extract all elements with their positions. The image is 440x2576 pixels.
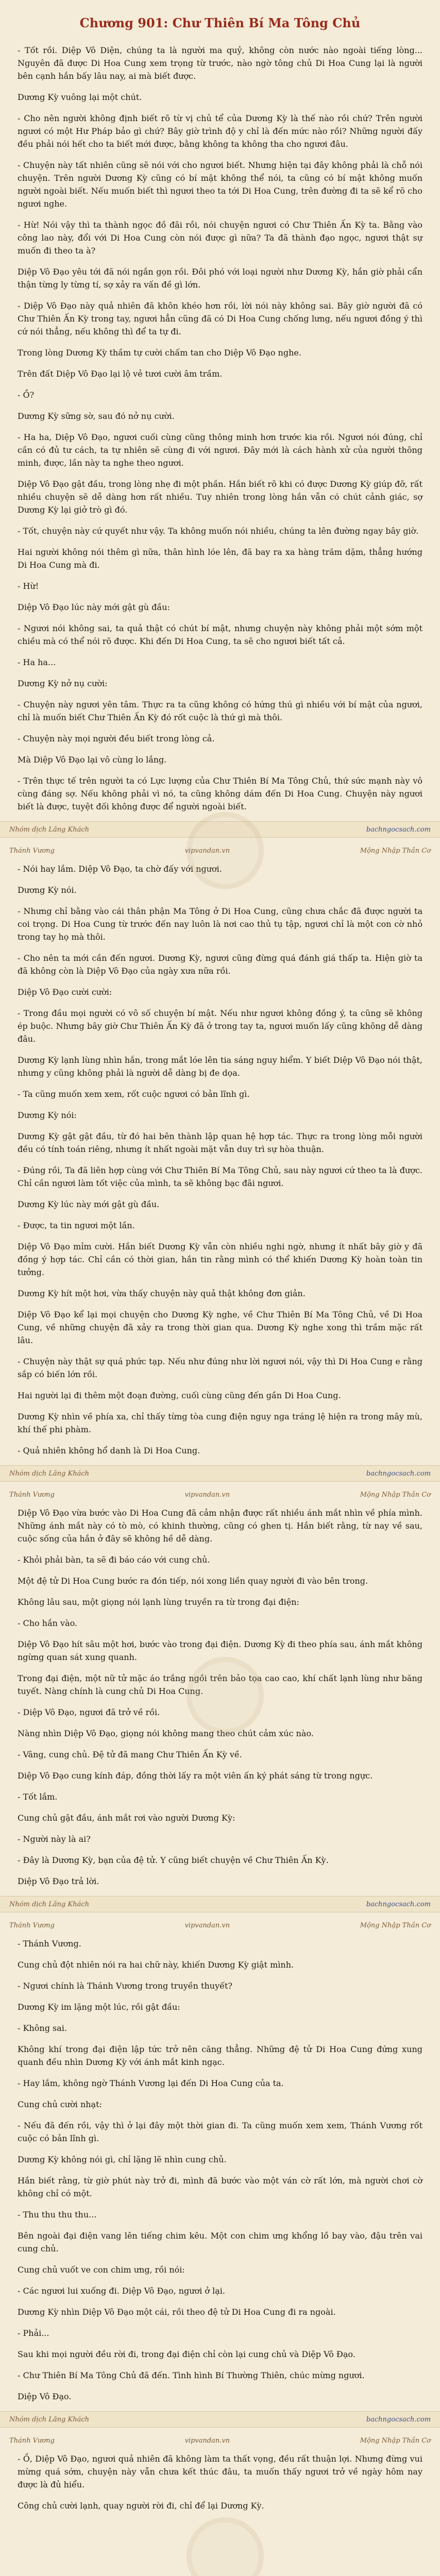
text-segment	[0, 44, 440, 813]
paragraph: Dương Kỳ nhìn về phía xa, chỉ thấy từng tòa cung điện nguy nga tráng lệ hiện ra trong mây mù, khí thế phi phàm.	[18, 1412, 422, 1435]
footer-group-name: Nhóm dịch Lãng Khách	[9, 2415, 89, 2424]
paragraph: Dương Kỳ lúc này mới gật gù đầu.	[18, 1199, 160, 1210]
paragraph: Diệp Vô Đạo lúc này mới gật gù đầu:	[18, 602, 170, 613]
paragraph: Dương Kỳ không nói gì, chỉ lặng lẽ nhìn cung chủ.	[18, 2155, 227, 2165]
paragraph: Công chủ cười lạnh, quay người rời đi, chỉ để lại Dương Kỳ.	[18, 2501, 264, 2511]
paragraph: - Cho hắn vào.	[18, 1618, 78, 1629]
page-footer	[0, 1465, 440, 1482]
paragraph: - Tốt, chuyện này cứ quyết như vậy. Ta không muốn nói nhiều, chúng ta lên đường ngay bây giờ.	[18, 526, 419, 536]
paragraph: - Ha ha...	[18, 657, 56, 668]
footer-group-name: Nhóm dịch Lãng Khách	[9, 1469, 89, 1478]
paragraph: - Diệp Vô Đạo, ngươi đã trở về rồi.	[18, 1707, 160, 1718]
header-site[interactable]: vipvandan.vn	[184, 846, 230, 855]
paragraph: - Trong đầu mọi người có vô số chuyện bí mật. Nếu như ngươi không đồng ý, ta cũng sẽ không ép buộc. Nhưng bây giờ Chư Thiên Ấn Kỳ đã ở trong tay ta, ngươi muốn lấy cũng không dễ dàng đâu.	[18, 1008, 422, 1044]
paragraph: Dương Kỳ nở nụ cười:	[18, 679, 108, 689]
chapter-title: Chương 901: Chư Thiên Bí Ma Tông Chủ	[79, 15, 361, 31]
paragraph: Không khí trong đại điện lập tức trở nên căng thẳng. Những đệ tử Di Hoa Cung đứng xung quanh đều nhìn Dương Kỳ với ánh mắt kinh ngạc.	[18, 2044, 422, 2067]
paragraph: Trong lòng Dương Kỳ thầm tự cười chấm tan cho Diệp Vô Đạo nghe.	[18, 348, 301, 358]
paragraph: Diệp Vô Đạo trả lời.	[18, 1876, 99, 1887]
paragraph: Cung chủ vuốt ve con chim ưng, rồi nói:	[18, 2265, 185, 2275]
paragraph: Hai người không nói thêm gì nữa, thân hình lóe lên, đã bay ra xa hàng trăm dặm, thẳng hướng Di Hoa Cung mà đi.	[18, 547, 422, 570]
paragraph: Cung chủ gật đầu, ánh mắt rơi vào người Dương Kỳ:	[18, 1813, 235, 1823]
page-header	[0, 1488, 440, 1501]
paragraph: - Tốt lắm.	[18, 1792, 58, 1802]
paragraph: Hai người lại đi thêm một đoạn đường, cuối cùng cũng đến gần Di Hoa Cung.	[18, 1391, 341, 1401]
paragraph: - Hừ! Nói vậy thì ta thành ngọc đồ đãi rồi, nói chuyện ngươi có Chư Thiên Ấn Kỳ ta. Bằng vào công lao này, đổi với Di Hoa Cung còn nói được gì nữa? Ta đã thành đạo ngọc, ngươi thật sự muốn đi theo ta à?	[18, 220, 422, 256]
page-footer	[0, 2411, 440, 2428]
paragraph: - Thu thu thu thu...	[18, 2210, 97, 2220]
paragraph: - Nói hay lắm. Diệp Vô Đạo, ta chờ đấy với ngươi.	[18, 864, 222, 874]
paragraph: - Nếu đã đến rồi, vậy thì ở lại đây một thời gian đi. Ta cũng muốn xem xem, Thánh Vương rốt cuộc có bản lĩnh gì.	[18, 2121, 422, 2144]
paragraph: Diệp Vô Đạo mỉm cười. Hắn biết Dương Kỳ vẫn còn nhiều nghi ngờ, nhưng ít nhất bây giờ y đã đồng ý hợp tác. Chỉ cần có thời gian, hắn tin rằng mình có thể khiến Dương Kỳ hoàn toàn tin tưởng.	[18, 1242, 422, 1278]
footer-site-link[interactable]: bachngocsach.com	[366, 1469, 431, 1478]
paragraph: Diệp Vô Đạo hít sâu một hơi, bước vào trong đại điện. Dương Kỳ đi theo phía sau, ánh mắt không ngừng quan sát xung quanh.	[18, 1639, 422, 1663]
paragraph: Mà Diệp Vô Đạo lại vô cùng lo lắng.	[18, 755, 167, 765]
paragraph: Dương Kỳ lạnh lùng nhìn hắn, trong mắt lóe lên tia sáng nguy hiểm. Y biết Diệp Vô Đạo nói thật, nhưng y cũng không phải là người dễ dàng bị đe dọa.	[18, 1055, 422, 1078]
paragraph: - Vâng, cung chủ. Đệ tử đã mang Chư Thiên Ấn Kỳ về.	[18, 1750, 242, 1760]
header-novel-title: Thánh Vương	[9, 2436, 55, 2445]
text-segment	[0, 862, 440, 1457]
paragraph: Diệp Vô Đạo.	[18, 2392, 72, 2402]
header-novel-title: Thánh Vương	[9, 1921, 55, 1929]
paragraph: - Ồ?	[18, 390, 35, 400]
paragraph: - Chuyện này ngươi yên tâm. Thực ra ta cũng không có hứng thú gì nhiều với bí mật của ngươi, chỉ là muốn biết Chư Thiên Ấn Kỳ đó rốt cuộc là thứ gì mà thôi.	[18, 700, 422, 723]
paragraph: Không lâu sau, một giọng nói lạnh lùng truyền ra từ trong đại điện:	[18, 1597, 299, 1607]
paragraph: Dương Kỳ nói:	[18, 1110, 77, 1121]
paragraph: Dương Kỳ nhìn Diệp Vô Đạo một cái, rồi theo đệ tử Di Hoa Cung đi ra ngoài.	[18, 2307, 336, 2317]
header-author: Mộng Nhập Thần Cơ	[360, 1921, 431, 1929]
paragraph: Dương Kỳ gật gật đầu, từ đó hai bên thành lập quan hệ hợp tác. Thực ra trong lòng mỗi người đều có tính toán riêng, nhưng ít nhất ngoài mặt vẫn duy trì sự hòa thuận.	[18, 1131, 422, 1155]
paragraph: - Không sai.	[18, 2023, 67, 2033]
paragraph: Một đệ tử Di Hoa Cung bước ra đón tiếp, nói xong liền quay người đi vào bên trong.	[18, 1576, 368, 1586]
footer-group-name: Nhóm dịch Lãng Khách	[9, 1900, 89, 1908]
page-header	[0, 844, 440, 857]
paragraph: - Phải...	[18, 2328, 49, 2338]
page-header	[0, 2434, 440, 2447]
paragraph: - Chuyện này thật sự quá phức tạp. Nếu như đúng như lời ngươi nói, vậy thì Di Hoa Cung e rằng sắp có biến lớn rồi.	[18, 1357, 422, 1380]
paragraph: - Đúng rồi, Ta đã liên hợp cùng với Chư Thiên Bí Ma Tông Chủ, sau này ngươi cứ theo ta là được. Chỉ cần ngươi làm tốt việc của mình, ta sẽ không bạc đãi ngươi.	[18, 1165, 422, 1189]
footer-site-link[interactable]: bachngocsach.com	[366, 1900, 431, 1908]
paragraph: - Ngươi chính là Thánh Vương trong truyền thuyết?	[18, 1981, 232, 1991]
paragraph: - Diệp Vô Đạo này quả nhiên đã khôn khéo hơn rồi, lời nói này không sai. Bây giờ người đã có Chư Thiên Ấn Kỳ trong tay, ngươi hẳn cũng đã có Di Hoa Cung chống lưng, nếu ngươi đồng ý thì cứ nói thẳng, nếu không thì để ta tự đi.	[18, 301, 422, 337]
paragraph: Nàng nhìn Diệp Vô Đạo, giọng nói không mang theo chút cảm xúc nào.	[18, 1728, 314, 1739]
paragraph: Dương Kỳ nói.	[18, 885, 77, 895]
footer-group-name: Nhóm dịch Lãng Khách	[9, 825, 89, 834]
paragraph: - Chư Thiên Bí Ma Tông Chủ đã đến. Tình hình Bí Thường Thiên, chúc mừng ngươi.	[18, 2370, 365, 2381]
header-novel-title: Thánh Vương	[9, 846, 55, 855]
paragraph: - Ta cũng muốn xem xem, rốt cuộc ngươi có bản lĩnh gì.	[18, 1089, 250, 1099]
paragraph: - Được, ta tin ngươi một lần.	[18, 1221, 135, 1231]
paragraph: Trong đại điện, một nữ tử mặc áo trắng ngồi trên bảo tọa cao cao, khí chất lạnh lùng như băng tuyết. Nàng chính là cung chủ Di Hoa Cung.	[18, 1673, 422, 1697]
watermark-emblem	[187, 2517, 264, 2576]
paragraph: - Người này là ai?	[18, 1834, 91, 1844]
text-segment	[0, 1506, 440, 1888]
paragraph: - Hay lắm, không ngờ Thánh Vương lại đến Di Hoa Cung của ta.	[18, 2078, 284, 2089]
paragraph: - Quả nhiên không hổ danh là Di Hoa Cung.	[18, 1446, 200, 1456]
paragraph: Diệp Vô Đạo gật đầu, trong lòng nhẹ đi một phần. Hắn biết rõ khi có được Dương Kỳ giúp đỡ, rất nhiều chuyện sẽ dễ dàng hơn rất nhiều. Tuy nhiên trong lòng hắn vẫn có chút cảnh giác, sợ Dương Kỳ lại giở trò gì đó.	[18, 479, 422, 515]
paragraph: - Thánh Vương.	[18, 1939, 81, 1949]
paragraph: Diệp Vô Đạo vừa bước vào Di Hoa Cung đã cảm nhận được rất nhiều ánh mắt nhìn về phía mình. Những ánh mắt này có tò mò, có khinh thường, cũng có ghen tị. Hắn biết rằng, từ nay về sau, cuộc sống của hắn ở đây sẽ không hề dễ dàng.	[18, 1508, 422, 1544]
paragraph: Bên ngoài đại điện vang lên tiếng chim kêu. Một con chim ưng khổng lồ bay vào, đậu trên vai cung chủ.	[18, 2231, 422, 2254]
paragraph: Dương Kỳ vuông lại một chút.	[18, 92, 142, 103]
header-site[interactable]: vipvandan.vn	[184, 1490, 230, 1499]
paragraph: Sau khi mọi người đều rời đi, trong đại điện chỉ còn lại cung chủ và Diệp Vô Đạo.	[18, 2349, 356, 2360]
paragraph: Hắn biết rằng, từ giờ phút này trở đi, mình đã bước vào một ván cờ rất lớn, mà người chơi cờ không chỉ có một.	[18, 2176, 422, 2199]
paragraph: - Tốt rồi. Diệp Vô Diện, chúng ta là người ma quỷ, không còn nước nào ngoài tiếng lòng... Nguyên đã được Di Hoa Cung xem trọng từ trước, nào ngờ tông chủ Di Hoa Cung lại là người bên cạnh hắn bấy lâu nay, ai mà biết được.	[18, 45, 422, 81]
paragraph: Dương Kỳ sững sờ, sau đó nở nụ cười.	[18, 411, 175, 421]
paragraph: - Cho nên người không định biết rõ từ vị chủ tể của Dương Kỳ là thế nào rồi chứ? Trên người ngươi có một Hư Pháp bảo gì chứ? Bây giờ trình độ y chỉ là đến mức nào rồi? Những người đấy đều phải nói hết cho ta biết mới được, bằng không ta không tha cho ngươi đâu.	[18, 113, 422, 149]
header-site[interactable]: vipvandan.vn	[184, 1921, 230, 1929]
paragraph: Cung chủ cười nhạt:	[18, 2099, 102, 2110]
paragraph: - Ha ha, Diệp Vô Đạo, ngươi cuối cùng cũng thông minh hơn trước kia rồi. Ngươi nói đúng, chỉ cần có đủ tư cách, ta tự nhiên sẽ cùng đi với ngươi. Đây mới là cách hành xử của người thông minh, được, lần này ta nghe theo ngươi.	[18, 432, 422, 468]
paragraph: - Chuyện này tất nhiên cũng sẽ nói với cho ngươi biết. Nhưng hiện tại đây không phải là chỗ nói chuyện. Trên người Dương Kỳ cũng có bí mật không thể nói, ta cũng có bí mật không muốn người ngoài biết. Nếu muốn biết thì ngươi theo ta tới Di Hoa Cung, trên đường đi ta sẽ kể rõ cho ngươi nghe.	[18, 160, 422, 209]
header-author: Mộng Nhập Thần Cơ	[360, 2436, 431, 2445]
page-header	[0, 1919, 440, 1932]
paragraph: Trên đất Diệp Vô Đạo lại lộ vẻ tươi cười âm trầm.	[18, 369, 223, 379]
paragraph: - Khỏi phải bàn, ta sẽ đi báo cáo với cung chủ.	[18, 1555, 210, 1565]
paragraph: - Nhưng chỉ bằng vào cái thân phận Ma Tông ở Di Hoa Cung, cũng chưa chắc đã được người ta coi trọng. Di Hoa Cung từ trước đến nay luôn là nơi cao thủ tụ tập, ngươi chỉ là một con cờ nhỏ trong tay họ mà thôi.	[18, 906, 422, 942]
chapter-page	[0, 8, 440, 2576]
paragraph: Dương Kỳ hít một hơi, vừa thấy chuyện này quả thật không đơn giản.	[18, 1289, 306, 1299]
header-novel-title: Thánh Vương	[9, 1490, 55, 1499]
paragraph: - Đây là Dương Kỳ, bạn của đệ tử. Y cũng biết chuyện về Chư Thiên Ấn Kỳ.	[18, 1855, 329, 1866]
page-footer	[0, 821, 440, 838]
paragraph: Diệp Vô Đạo cung kính đáp, đồng thời lấy ra một viên ấn ký phát sáng từ trong ngực.	[18, 1771, 373, 1781]
footer-site-link[interactable]: bachngocsach.com	[366, 825, 431, 834]
text-segment	[0, 2452, 440, 2512]
header-site[interactable]: vipvandan.vn	[184, 2436, 230, 2445]
paragraph: Diệp Vô Đạo yêu tới đã nói ngắn gọn rồi. Đôi phó với loại người như Dương Kỳ, hắn giờ phải cẩn thận từng ly từng tí, sợ xảy ra vấn đề gì lớn.	[18, 267, 422, 290]
header-author: Mộng Nhập Thần Cơ	[360, 846, 431, 855]
paragraph: Dương Kỳ im lặng một lúc, rồi gật đầu:	[18, 2002, 180, 2012]
paragraph: Diệp Vô Đạo cười cười:	[18, 987, 112, 997]
page-footer	[0, 1896, 440, 1912]
paragraph: - Chuyện này mọi người đều biết trong lòng cả.	[18, 734, 215, 744]
text-segment	[0, 1937, 440, 2403]
paragraph: - Các ngươi lui xuống đi. Diệp Vô Đạo, ngươi ở lại.	[18, 2286, 225, 2296]
paragraph: - Hừ!	[18, 581, 39, 591]
header-author: Mộng Nhập Thần Cơ	[360, 1490, 431, 1499]
paragraph: Diệp Vô Đạo kể lại mọi chuyện cho Dương Kỳ nghe, về Chư Thiên Bí Ma Tông Chủ, về Di Hoa Cung, về những chuyện đã xảy ra trong thời gian qua. Dương Kỳ nghe xong thì trầm mặc rất lâu.	[18, 1310, 422, 1346]
paragraph: - Ngươi nói không sai, ta quả thật có chút bí mật, nhưng chuyện này không phải một sớm một chiều mà có thể nói rõ được. Khi đến Di Hoa Cung, ta sẽ cho ngươi biết tất cả.	[18, 623, 422, 647]
paragraph: Cung chủ đột nhiên nói ra hai chữ này, khiến Dương Kỳ giật mình.	[18, 1960, 294, 1970]
paragraph: - Trên thực tế trên người ta có Lực lượng của Chư Thiên Bí Ma Tông Chủ, thứ sức mạnh này vô cùng đáng sợ. Nếu không phải vì nó, ta cũng không dám đến Di Hoa Cung. Chuyện này ngươi biết là được, tuyệt đối không được để người ngoài biết.	[18, 776, 422, 812]
footer-site-link[interactable]: bachngocsach.com	[366, 2415, 431, 2424]
paragraph: - Cho nên ta mới cần đến ngươi. Dương Kỳ, ngươi cũng đừng quá đánh giá thấp ta. Hiện giờ ta đã không còn là Diệp Vô Đạo của ngày xưa nữa rồi.	[18, 953, 422, 976]
paragraph: - Ồ, Diệp Vô Đạo, ngươi quả nhiên đã không làm ta thất vọng, đều rất thuận lợi. Nhưng đừng vui mừng quá sớm, chuyện này vẫn chưa kết thúc đâu, ta muốn thấy ngươi trở về ngày hôm nay được là đủ hiểu.	[18, 2454, 422, 2490]
